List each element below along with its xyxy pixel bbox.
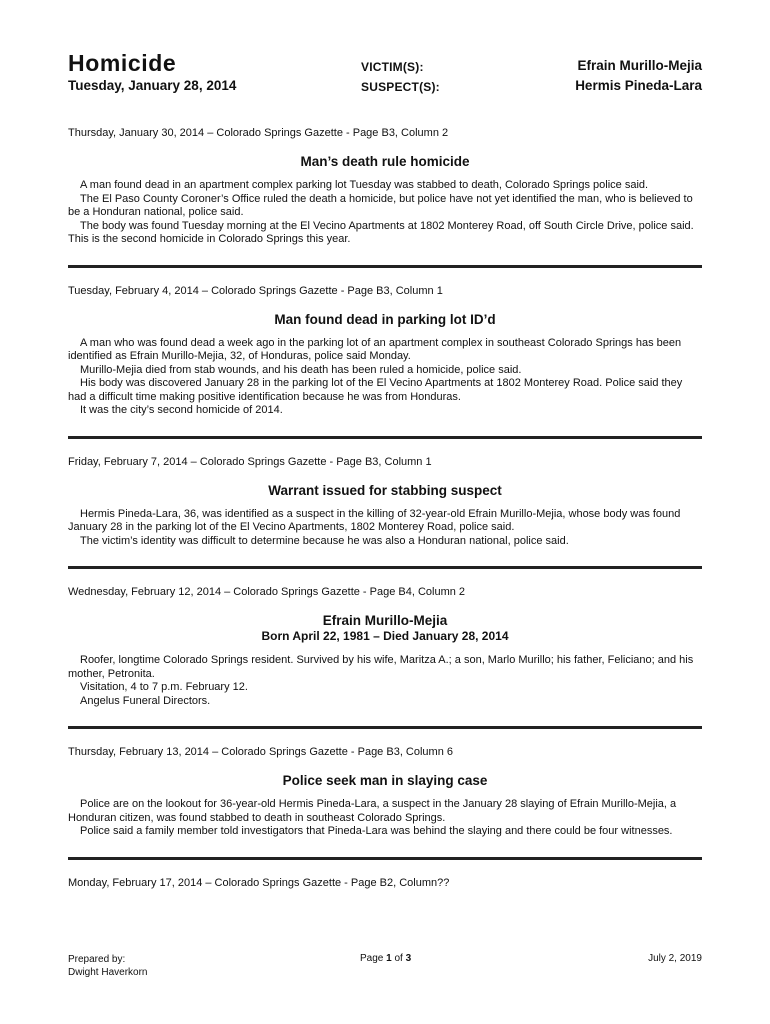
article-paragraph: A man who was found dead a week ago in the parking lot of an apartment complex in southeast Colorado Springs has been identified as Efrain Murillo-Mejia, 32, of Honduras, police said Monday. [68,336,682,362]
suspect-name: Hermis Pineda-Lara [575,78,702,93]
article-headline: Warrant issued for stabbing suspect [268,482,502,498]
article-4 [68,586,702,708]
article-paragraph: Roofer, longtime Colorado Springs resident. Survived by his wife, Maritza A.; a son, Marlo Murillo; his father, Feliciano; and his mother, Petronita. [68,654,694,680]
article-paragraph: Police are on the lookout for 36-year-old Hermis Pineda-Lara, a suspect in the January 28 slaying of Efrain Murillo-Mejia, a Honduran citizen, was found stabbed to death in southeast Colorado Springs. [68,798,677,824]
page-current: 1 [386,953,392,964]
article-paragraph: Police said a family member told investigators that Pineda-Lara was behind the slaying and there could be four witnesses. [80,825,673,837]
article-paragraph: The body was found Tuesday morning at the El Vecino Apartments at 1802 Monterey Road, off South Circle Drive, police said. This is the second homicide in Colorado Springs this year. [68,219,694,245]
page-footer [68,953,702,983]
section-divider [68,726,702,729]
article-paragraph: Murillo-Mejia died from stab wounds, and his death has been ruled a homicide, police said. [80,363,522,376]
page-prefix: Page [360,953,387,964]
article-2 [68,285,702,418]
article-3 [68,456,702,549]
article-headline: Police seek man in slaying case [282,773,488,788]
article-paragraph: Hermis Pineda-Lara, 36, was identified as a suspect in the killing of 32-year-old Efrain Murillo-Mejia, whose body was found January 28 in the parking lot of the El Vecino Apartments, 1802 Monterey Road, police said. [68,507,681,533]
article-subheadline: Born April 22, 1981 – Died January 28, 2014 [261,629,509,643]
article-source: Friday, February 7, 2014 – Colorado Springs Gazette - Page B3, Column 1 [68,455,432,468]
article-headline: Man found dead in parking lot ID’d [274,311,496,327]
case-date: Tuesday, January 28, 2014 [68,78,237,93]
section-divider [68,265,702,268]
document-page [68,50,702,890]
article-source: Wednesday, February 12, 2014 – Colorado Springs Gazette - Page B4, Column 2 [68,586,466,598]
victim-label: VICTIM(S): [361,60,424,74]
article-1 [68,127,702,247]
article-paragraph: The El Paso County Coroner’s Office ruled the death a homicide, but police have not yet identified the man, who is believed to be a Honduran national, police said. [68,192,693,218]
article-source: Thursday, January 30, 2014 – Colorado Springs Gazette - Page B3, Column 2 [68,127,449,139]
article-paragraph: Angelus Funeral Directors. [80,694,211,707]
case-header [68,50,702,100]
page-total: 3 [405,953,412,964]
prepared-by [68,953,147,979]
article-source: Monday, February 17, 2014 – Colorado Springs Gazette - Page B2, Column?? [68,876,450,889]
article-paragraph: Visitation, 4 to 7 p.m. February 12. [80,681,248,693]
article-6 [68,877,702,890]
article-paragraph: A man found dead in an apartment complex parking lot Tuesday was stabbed to death, Colorado Springs police said. [80,179,649,191]
suspect-label: SUSPECT(S): [361,80,440,94]
prepared-by-label: Prepared by: [68,954,126,965]
article-source: Thursday, February 13, 2014 – Colorado Springs Gazette - Page B3, Column 6 [68,746,454,758]
article-headline: Man’s death rule homicide [300,154,470,169]
section-divider [68,566,702,569]
prepared-by-name: Dwight Haverkorn [68,967,148,978]
article-headline: Efrain Murillo-Mejia [322,613,448,628]
page-number [360,953,411,964]
article-5 [68,746,702,839]
victim-name: Efrain Murillo-Mejia [577,58,702,73]
prepared-date: July 2, 2019 [648,953,702,964]
article-source: Tuesday, February 4, 2014 – Colorado Springs Gazette - Page B3, Column 1 [68,284,443,297]
section-divider [68,857,702,860]
case-type-title: Homicide [68,50,177,76]
article-paragraph: It was the city’s second homicide of 2014. [80,404,283,416]
article-paragraph: His body was discovered January 28 in the parking lot of the El Vecino Apartments at 1802 Monterey Road. Police said they had a difficult time making positive identification because he was from Honduras. [68,377,683,403]
article-paragraph: The victim’s identity was difficult to determine because he was also a Honduran national, police said. [80,534,569,547]
page-of: of [391,953,406,964]
section-divider [68,436,702,439]
